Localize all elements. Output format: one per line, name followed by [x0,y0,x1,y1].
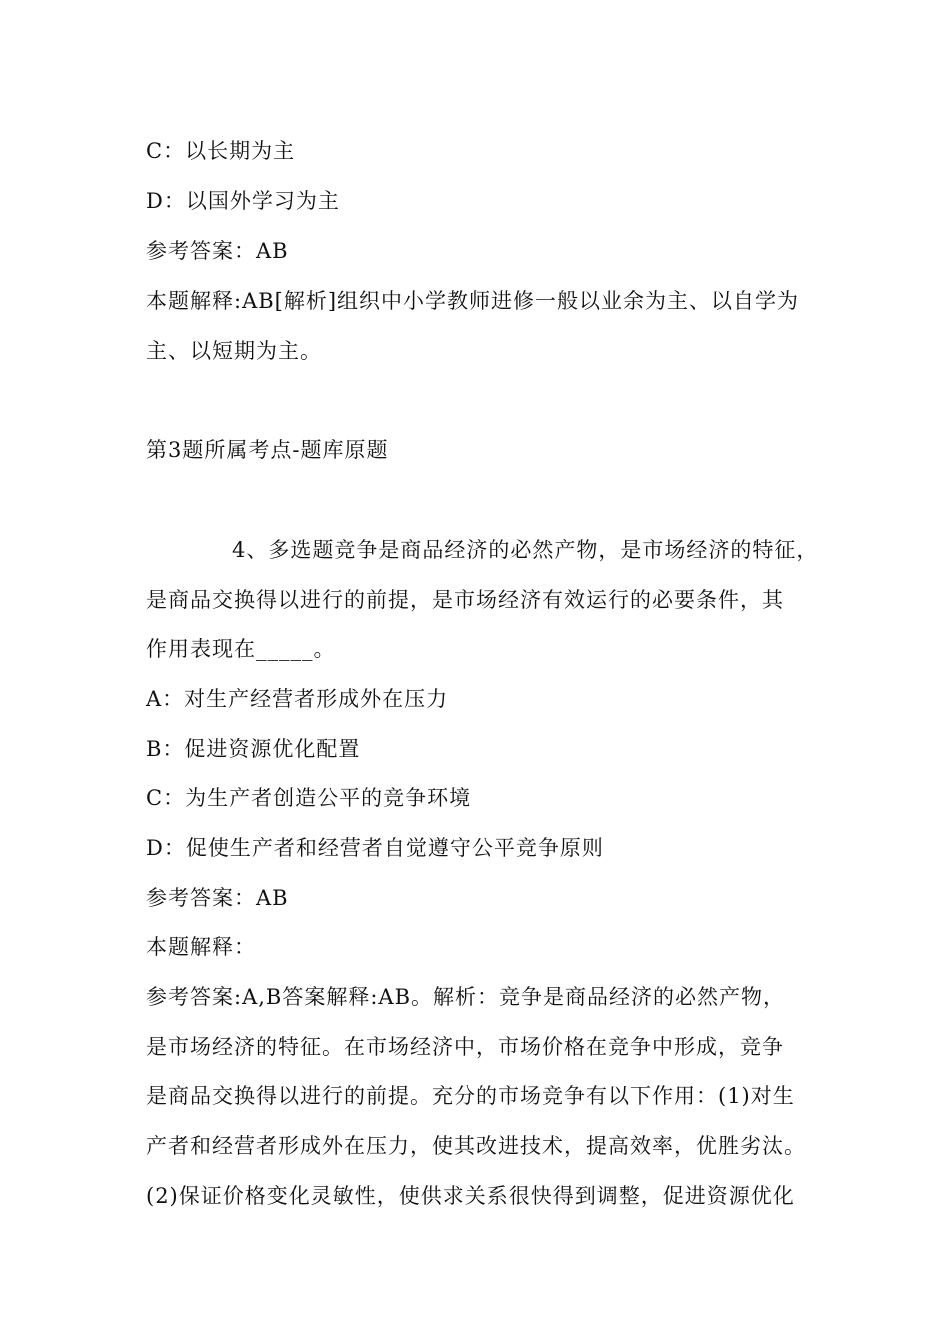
option-c: C：以长期为主 [146,139,296,163]
question-stem: 是商品交换得以进行的前提，是市场经济有效运行的必要条件，其 [146,588,784,612]
explanation-line: 主、以短期为主。 [146,339,322,363]
option-a: A：对生产经营者形成外在压力 [146,687,449,711]
option-d: D：以国外学习为主 [146,189,340,213]
explanation-line: 是商品交换得以进行的前提。充分的市场竞争有以下作用：(1)对生 [146,1084,795,1108]
explanation-line: 是市场经济的特征。在市场经济中，市场价格在竞争中形成，竞争 [146,1035,784,1059]
question-stem: 作用表现在_____。 [146,637,336,661]
explanation-line: (2)保证价格变化灵敏性，使供求关系很快得到调整，促进资源优化 [146,1184,795,1208]
option-b: B：促进资源优化配置 [146,737,361,761]
answer-line: 参考答案：AB [146,886,289,910]
topic-note: 第3题所属考点-题库原题 [146,438,389,462]
answer-line: 参考答案：AB [146,239,289,263]
option-d: D：促使生产者和经营者自觉遵守公平竞争原则 [146,836,604,860]
question-stem: 4、多选题竞争是商品经济的必然产物，是市场经济的特征， [232,538,819,562]
explanation-line: 本题解释:AB[解析]组织中小学教师进修一般以业余为主、以自学为 [146,289,800,313]
option-c: C：为生产者创造公平的竞争环境 [146,786,472,810]
explanation-label: 本题解释： [146,935,256,959]
explanation-line: 产者和经营者形成外在压力，使其改进技术，提高效率，优胜劣汰。 [146,1134,806,1158]
explanation-line: 参考答案:A,B答案解释:AB。解析：竞争是商品经济的必然产物， [146,985,786,1009]
